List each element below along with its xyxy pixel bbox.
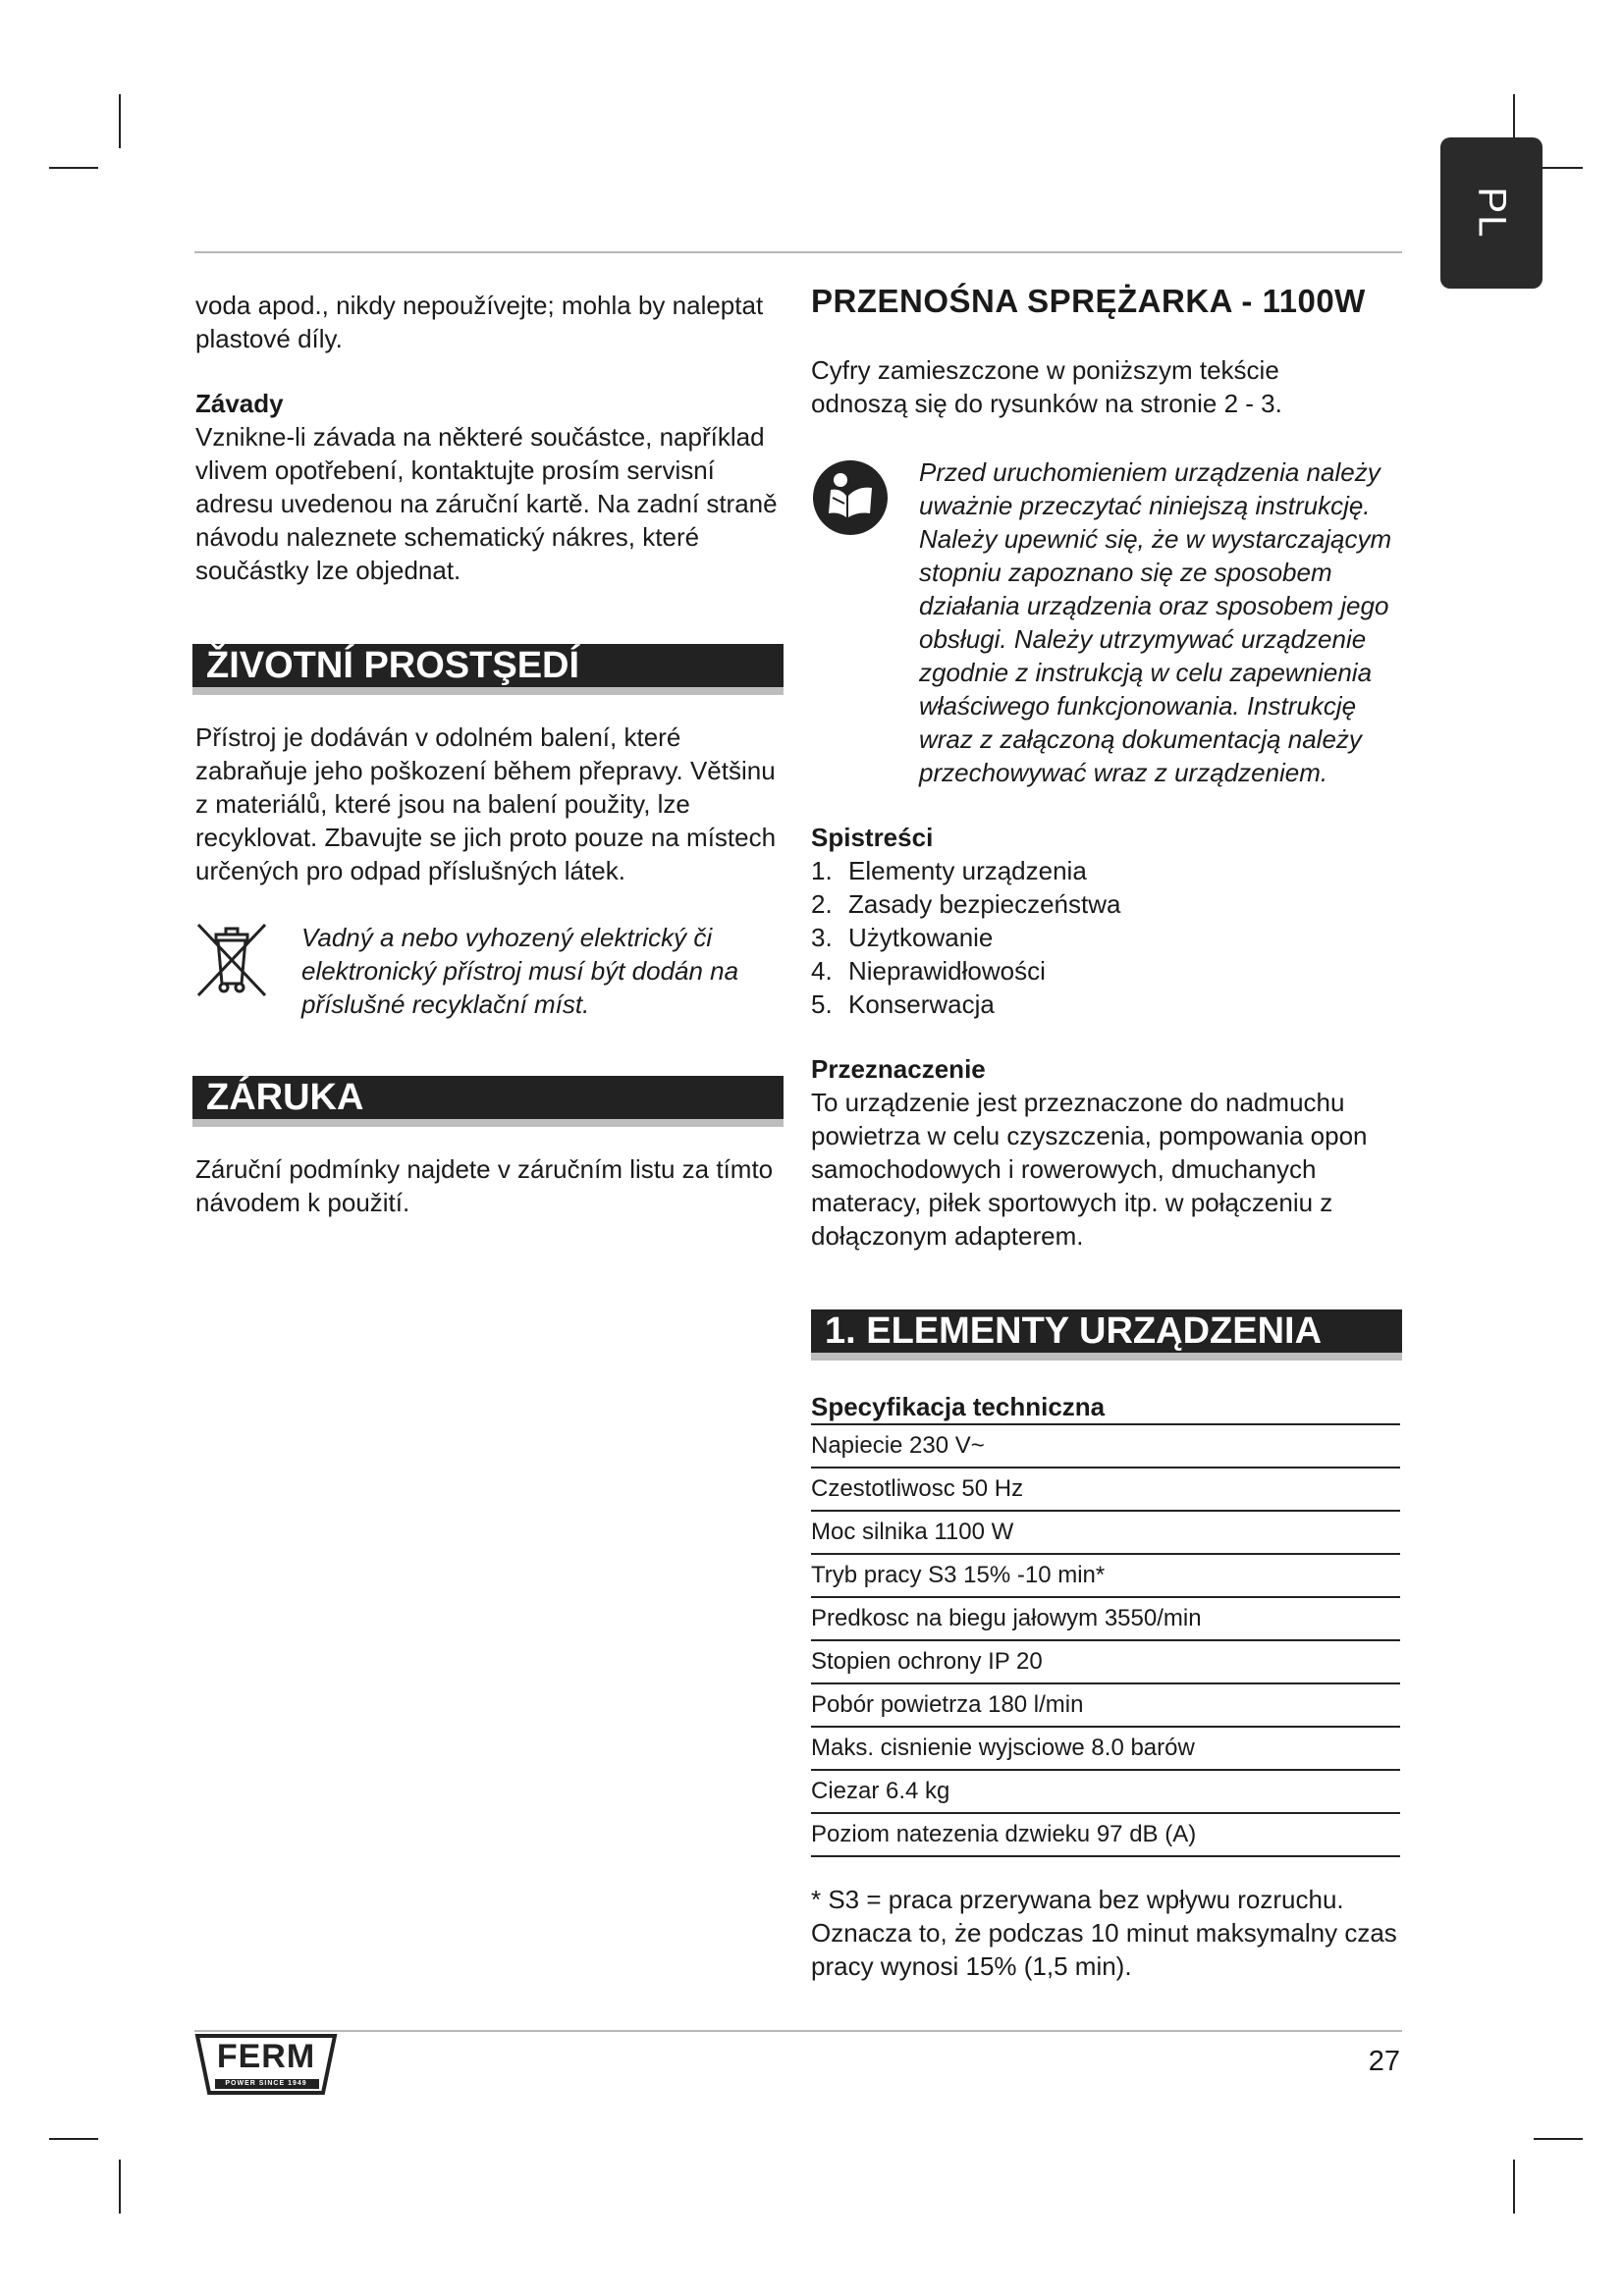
crop-mark (119, 94, 121, 148)
footnote-text: * S3 = praca przerywana bez wpływu rozruchu. Oznacza to, że podczas 10 minut maksymalny czas pracy wynosi 15% (1,5 min). (811, 1885, 1397, 1981)
crop-mark (119, 2160, 121, 2214)
header-rule (194, 251, 1402, 253)
faults-text: Vznikne-li závada na některé součástce, například vlivem opotřebení, kontaktujte prosím servisní adresu uvedenou na záruční kartě. Na zadní straně návodu naleznete schematický nákres, které součástky lze objednat. (195, 422, 778, 585)
environment-heading: ŽIVOTNÍ PROSTŞEDÍ (192, 644, 784, 687)
environment-text (195, 721, 785, 887)
language-tab (1440, 137, 1543, 289)
toc-number: 3. (811, 923, 833, 952)
manual-note (919, 455, 1410, 789)
weee-bin-icon (194, 921, 269, 999)
weee-text: Vadný a nebo vyhozený elektrický či elektronický přístroj musí být dodán na příslušné recyklační míst. (301, 923, 739, 1019)
product-title: PRZENOŚNA SPRĘŻARKA - 1100W (811, 283, 1366, 319)
toc-label: Elementy urządzenia (848, 856, 1087, 885)
environment-paragraph: Přístroj je dodáván v odolném balení, které zabraňuje jeho poškození během přepravy. Většinu z materiálů, které jsou na balení použity, lze recyklovat. Zbavujte se jich proto pouze na místech určených pro odpad příslušných látek. (195, 722, 777, 885)
left-intro (195, 289, 785, 355)
spec-row: Moc silnika 1100 W (811, 1512, 1400, 1555)
spec-table-title: Specyfikacja techniczna (811, 1390, 1400, 1425)
crop-mark (49, 167, 98, 169)
spec-row: Napiecie 230 V~ (811, 1425, 1400, 1468)
spec-row: Czestotliwosc 50 Hz (811, 1468, 1400, 1512)
faults-section (195, 387, 794, 587)
toc-label: Nieprawidłowości (848, 956, 1046, 986)
heading-underbar (811, 1353, 1402, 1361)
faults-title: Závady (195, 389, 284, 418)
toc-list (811, 854, 1380, 1021)
section1-heading: 1. ELEMENTY URZĄDZENIA (811, 1309, 1402, 1353)
language-tab-label: PL (1470, 187, 1514, 240)
footnote (811, 1883, 1400, 1983)
figures-note-text: Cyfry zamieszczone w poniższym tekście odnoszą się do rysunków na stronie 2 - 3. (811, 355, 1282, 418)
heading-underbar (192, 1119, 784, 1127)
spec-row: Tryb pracy S3 15% -10 min* (811, 1555, 1400, 1598)
ferm-logo (193, 2032, 339, 2097)
toc-item (811, 921, 1380, 954)
toc-label: Konserwacja (848, 989, 995, 1019)
figures-note (811, 353, 1361, 420)
read-manual-icon (811, 458, 890, 537)
intro-text: voda apod., nikdy nepoužívejte; mohla by naleptat plastové díly. (195, 291, 764, 353)
toc-item (811, 954, 1380, 988)
crop-mark (49, 2138, 98, 2140)
toc-title: Spistreści (811, 823, 934, 852)
toc-number: 2. (811, 889, 833, 919)
logo-wordmark: FERM (216, 2038, 316, 2075)
warranty-text (195, 1152, 785, 1219)
footer-rule (194, 2030, 1402, 2032)
purpose-title: Przeznaczenie (811, 1054, 986, 1084)
toc-number: 4. (811, 956, 833, 986)
spec-row: Poziom natezenia dzwieku 97 dB (A) (811, 1814, 1400, 1857)
page-number: 27 (1368, 2046, 1400, 2077)
toc-number: 5. (811, 989, 833, 1019)
toc-item (811, 887, 1380, 921)
toc-item (811, 854, 1380, 887)
manual-note-text: Przed uruchomieniem urządzenia należy uważnie przeczytać niniejszą instrukcję. Należy upewnić się, że w wystarczającym stopniu zapoznano się ze sposobem działania urządzenia oraz sposobem jego obsługi. Należy utrzymywać urządzenie zgodnie z instrukcją w celu zapewnienia właściwego funkcjonowania. Instrukcję wraz z załączoną dokumentacją należy przechowywać wraz z urządzeniem. (919, 457, 1392, 787)
crop-mark (1534, 2138, 1583, 2140)
spec-table (811, 1390, 1400, 1857)
warranty-paragraph: Záruční podmínky najdete v záručním listu za tímto návodem k použití. (195, 1154, 774, 1217)
spec-row: Maks. cisnienie wyjsciowe 8.0 barów (811, 1728, 1400, 1771)
table-of-contents (811, 821, 1380, 1021)
heading-underbar (192, 687, 784, 695)
purpose-text: To urządzenie jest przeznaczone do nadmuchu powietrza w celu czyszczenia, pompowania opon samochodowych i rowerowych, dmuchanych materacy, piłek sportowych itp. w połączeniu z dołączonym adapterem. (811, 1088, 1368, 1251)
toc-label: Zasady bezpieczeństwa (848, 889, 1121, 919)
purpose-section (811, 1052, 1400, 1253)
warranty-heading: ZÁRUKA (192, 1076, 784, 1119)
crop-mark (1513, 2160, 1515, 2214)
spec-row: Ciezar 6.4 kg (811, 1771, 1400, 1814)
spec-row: Stopien ochrony IP 20 (811, 1641, 1400, 1684)
toc-label: Użytkowanie (848, 923, 994, 952)
logo-tagline: POWER SINCE 1949 (225, 2080, 307, 2087)
spec-row: Pobór powietrza 180 l/min (811, 1684, 1400, 1728)
spec-row: Predkosc na biegu jałowym 3550/min (811, 1598, 1400, 1641)
toc-item (811, 988, 1380, 1021)
weee-note (301, 921, 792, 1021)
toc-number: 1. (811, 856, 833, 885)
